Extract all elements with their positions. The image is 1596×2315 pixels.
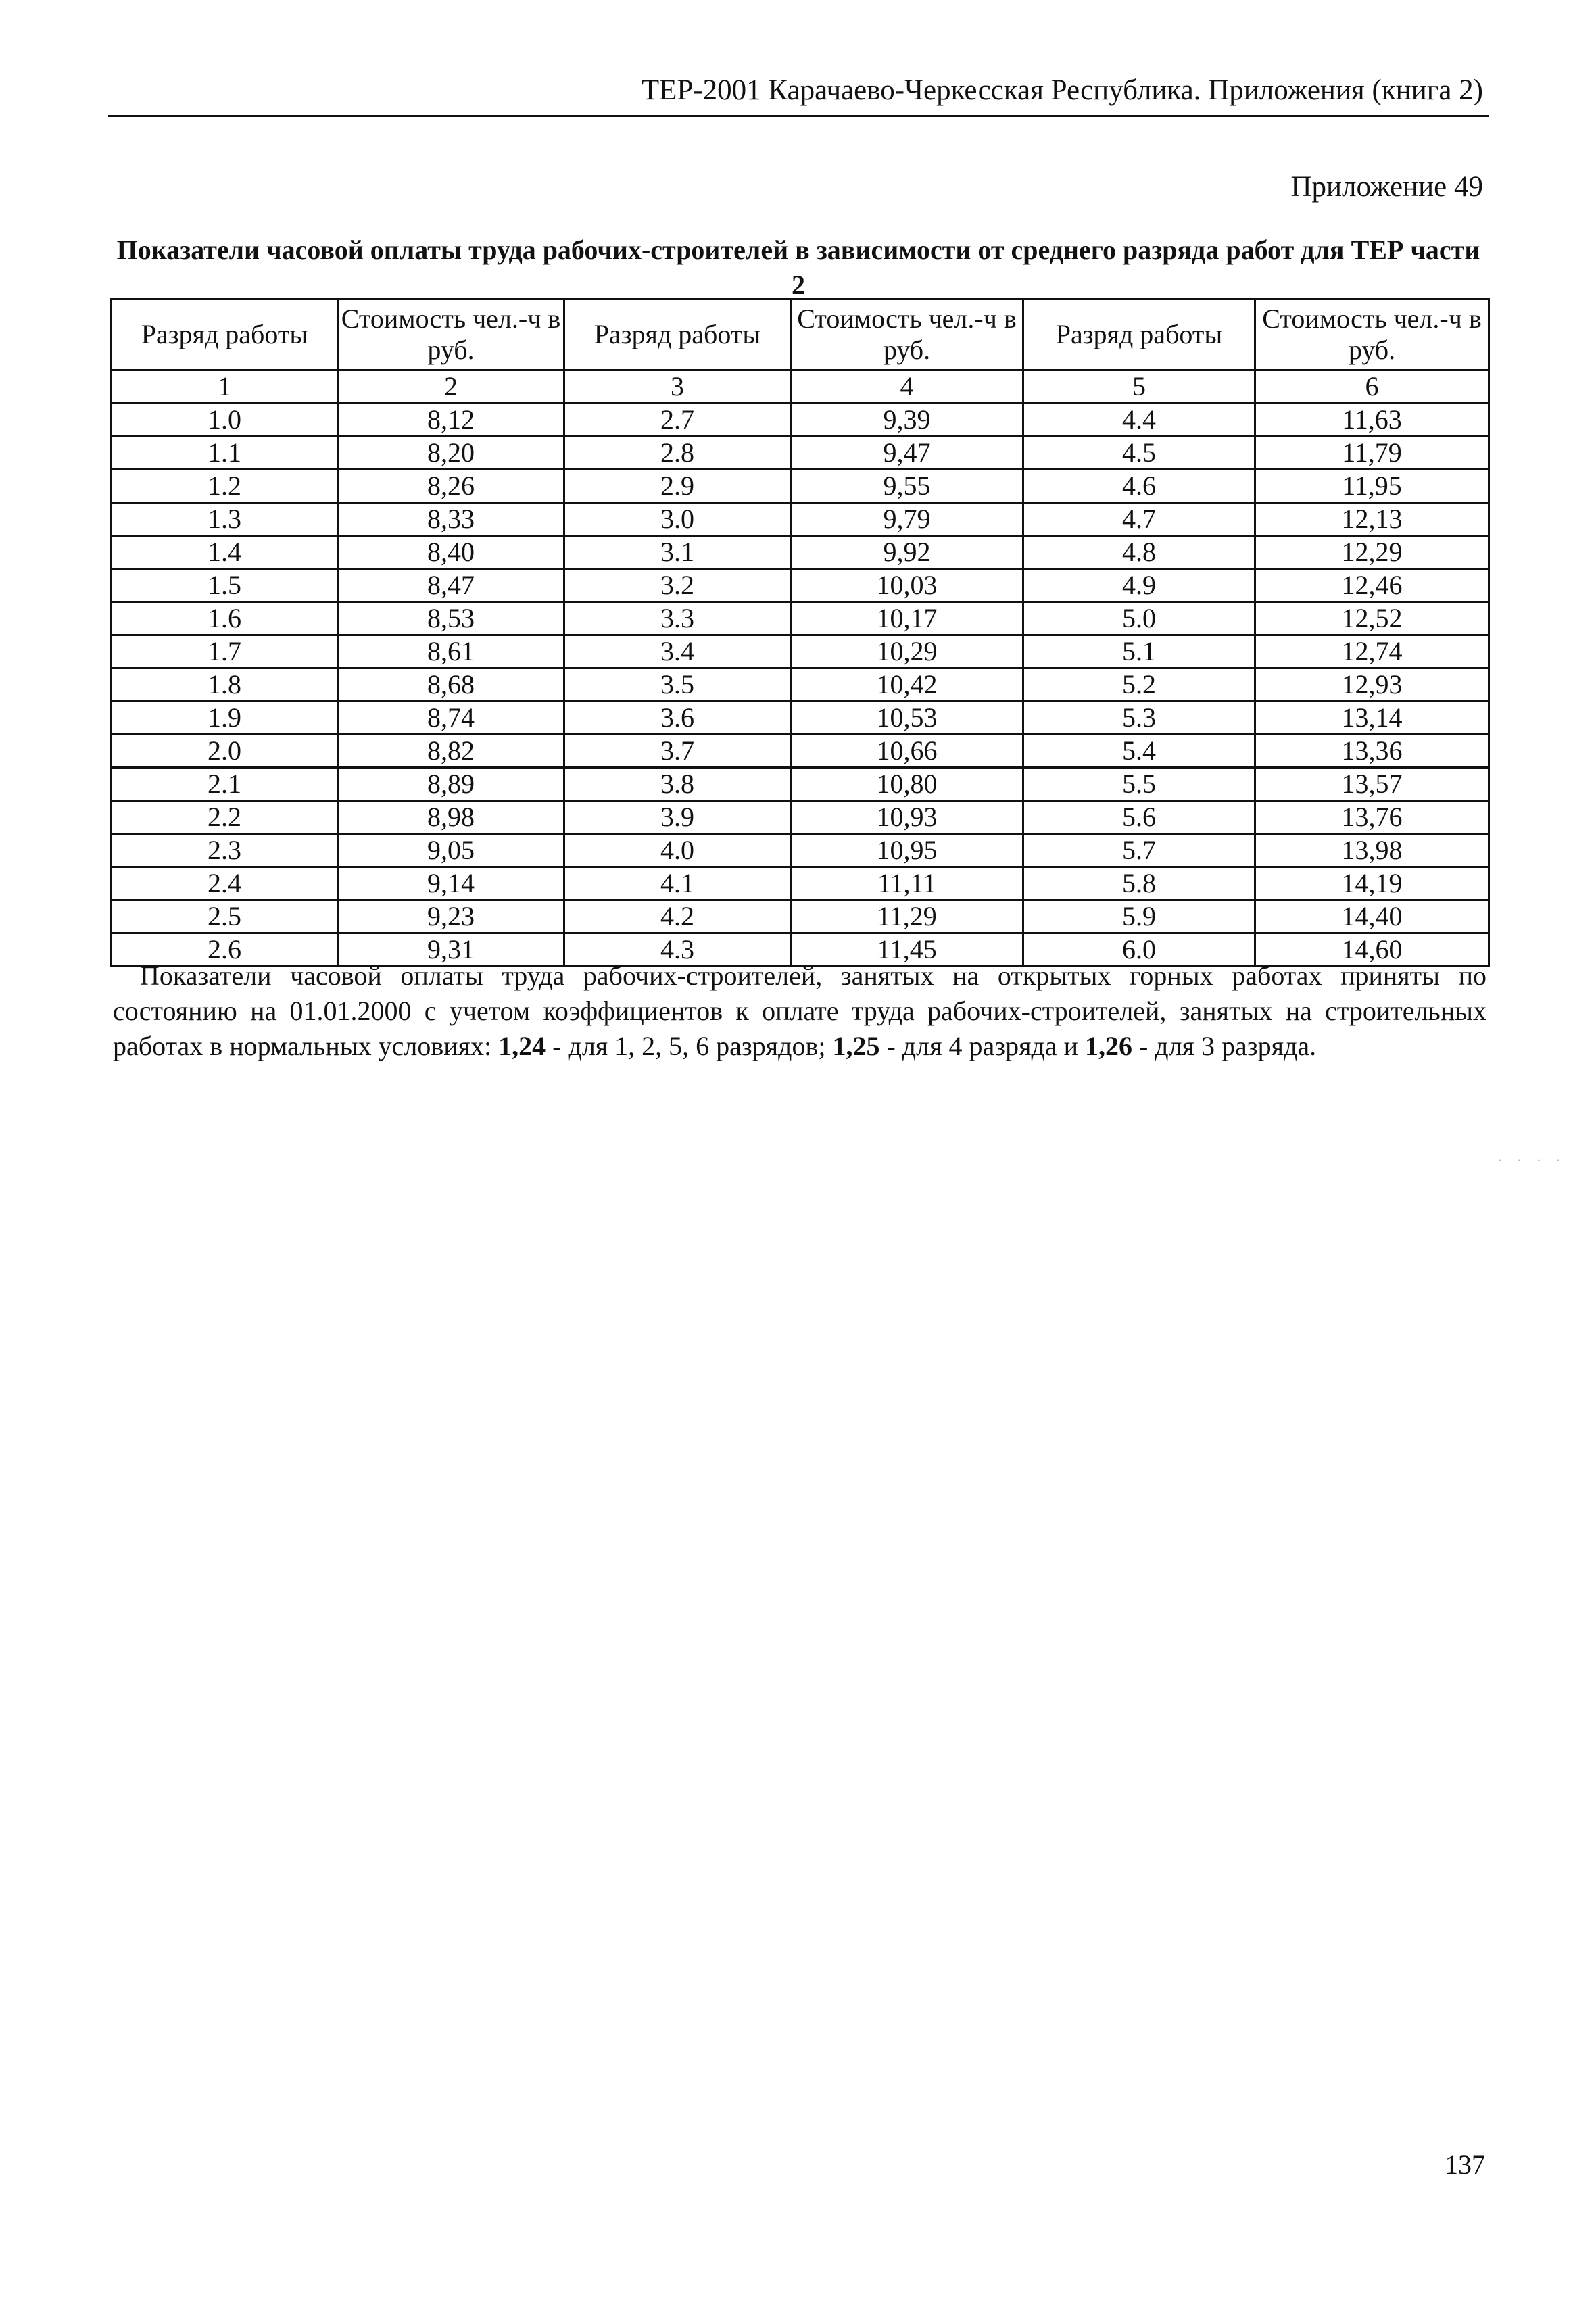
grade-cell: 3.4 [564,635,791,668]
cost-cell: 12,52 [1255,602,1489,635]
grade-cell: 1.5 [112,569,338,602]
grade-cell: 5.4 [1023,735,1255,768]
header-cell: Стоимость чел.-ч в руб. [791,299,1023,370]
header-cell: Стоимость чел.-ч в руб. [338,299,564,370]
cost-cell: 8,74 [338,702,564,735]
grade-cell: 3.7 [564,735,791,768]
grade-cell: 4.9 [1023,569,1255,602]
grade-cell: 2.4 [112,867,338,900]
footnote-text: Показатели часовой оплаты труда рабочих-строителей, занятых на открытых горных работах приняты по состоянию на 01.01.2000 с учетом коэффициентов к оплате труда рабочих-строителей, занятых на строительных работах в нормальных условиях: [113,960,1486,1061]
cost-cell: 10,03 [791,569,1023,602]
grade-cell: 4.7 [1023,503,1255,536]
grade-cell: 3.0 [564,503,791,536]
cost-cell: 9,39 [791,404,1023,437]
grade-cell: 3.9 [564,801,791,834]
cost-cell: 9,23 [338,900,564,933]
grade-cell: 4.8 [1023,536,1255,569]
table-title: Показатели часовой оплаты труда рабочих-строителей в зависимости от среднего разряда работ для ТЕР части 2 [116,235,1480,300]
table-row [112,867,1489,900]
table-row [112,768,1489,801]
cost-cell: 11,79 [1255,437,1489,470]
cost-cell: 11,29 [791,900,1023,933]
cost-cell: 11,63 [1255,404,1489,437]
footnote-text: - для 1, 2, 5, 6 разрядов; [546,1031,833,1061]
header-cell: Стоимость чел.-ч в руб. [1255,299,1489,370]
cost-cell: 10,53 [791,702,1023,735]
coefficient-value: 1,25 [832,1031,880,1061]
grade-cell: 1.0 [112,404,338,437]
grade-cell: 5.8 [1023,867,1255,900]
cost-cell: 14,60 [1255,933,1489,967]
running-header: ТЕР-2001 Карачаево-Черкесская Республика. Приложения (книга 2) [641,74,1483,106]
scan-artifact: · · · · [1497,1152,1566,1169]
table-row [112,470,1489,503]
grade-cell: 2.3 [112,834,338,867]
cost-cell: 9,55 [791,470,1023,503]
cost-cell: 8,20 [338,437,564,470]
table-row [112,503,1489,536]
grade-cell: 1.9 [112,702,338,735]
cost-cell: 8,40 [338,536,564,569]
cost-cell: 9,31 [338,933,564,967]
grade-cell: 4.0 [564,834,791,867]
cost-cell: 8,33 [338,503,564,536]
cost-cell: 12,46 [1255,569,1489,602]
table-row [112,702,1489,735]
grade-cell: 1.6 [112,602,338,635]
grade-cell: 2.7 [564,404,791,437]
header-divider [108,115,1489,117]
cost-cell: 8,12 [338,404,564,437]
grade-cell: 5.2 [1023,668,1255,702]
grade-cell: 2.9 [564,470,791,503]
cost-cell: 11,45 [791,933,1023,967]
grade-cell: 2.0 [112,735,338,768]
grade-cell: 5.7 [1023,834,1255,867]
cost-cell: 10,17 [791,602,1023,635]
cost-cell: 12,13 [1255,503,1489,536]
cost-cell: 8,61 [338,635,564,668]
cost-cell: 13,98 [1255,834,1489,867]
table-row [112,404,1489,437]
grade-cell: 4.4 [1023,404,1255,437]
cost-cell: 9,14 [338,867,564,900]
table-row [112,668,1489,702]
appendix-label: Приложение 49 [1290,171,1483,203]
grade-cell: 1.3 [112,503,338,536]
grade-cell: 2.1 [112,768,338,801]
cost-cell: 14,19 [1255,867,1489,900]
cost-cell: 12,29 [1255,536,1489,569]
cost-cell: 8,53 [338,602,564,635]
coefficient-value: 1,26 [1084,1031,1132,1061]
footnote-text: - для 4 разряда и [879,1031,1085,1061]
grade-cell: 5.0 [1023,602,1255,635]
cost-cell: 8,98 [338,801,564,834]
cost-cell: 9,47 [791,437,1023,470]
grade-cell: 2.6 [112,933,338,967]
grade-cell: 1.2 [112,470,338,503]
cost-cell: 9,79 [791,503,1023,536]
rates-table-body [112,404,1489,967]
cost-cell: 8,26 [338,470,564,503]
grade-cell: 4.5 [1023,437,1255,470]
cost-cell: 9,92 [791,536,1023,569]
table-row [112,536,1489,569]
grade-cell: 3.2 [564,569,791,602]
coefficient-value: 1,24 [498,1031,546,1061]
column-number: 5 [1023,370,1255,404]
cost-cell: 10,66 [791,735,1023,768]
grade-cell: 5.1 [1023,635,1255,668]
grade-cell: 1.4 [112,536,338,569]
table-row [112,437,1489,470]
grade-cell: 1.8 [112,668,338,702]
column-number-row [112,370,1489,404]
grade-cell: 4.6 [1023,470,1255,503]
grade-cell: 6.0 [1023,933,1255,967]
cost-cell: 14,40 [1255,900,1489,933]
cost-cell: 8,89 [338,768,564,801]
cost-cell: 10,80 [791,768,1023,801]
table-row [112,602,1489,635]
rates-table [110,298,1490,967]
grade-cell: 3.5 [564,668,791,702]
column-number: 1 [112,370,338,404]
table-row [112,569,1489,602]
grade-cell: 4.1 [564,867,791,900]
grade-cell: 2.8 [564,437,791,470]
cost-cell: 13,76 [1255,801,1489,834]
cost-cell: 10,93 [791,801,1023,834]
grade-cell: 4.3 [564,933,791,967]
header-cell: Разряд работы [1023,299,1255,370]
grade-cell: 3.8 [564,768,791,801]
table-header-row [112,299,1489,370]
footnote [113,958,1486,1064]
column-number: 2 [338,370,564,404]
column-number: 3 [564,370,791,404]
cost-cell: 10,95 [791,834,1023,867]
grade-cell: 1.7 [112,635,338,668]
grade-cell: 2.5 [112,900,338,933]
column-number: 4 [791,370,1023,404]
grade-cell: 5.9 [1023,900,1255,933]
footnote-text: - для 3 разряда. [1132,1031,1317,1061]
column-number: 6 [1255,370,1489,404]
cost-cell: 12,93 [1255,668,1489,702]
table-row [112,900,1489,933]
grade-cell: 3.1 [564,536,791,569]
cost-cell: 11,11 [791,867,1023,900]
table-row [112,801,1489,834]
page-number: 137 [1445,2149,1485,2180]
table-row [112,735,1489,768]
cost-cell: 12,74 [1255,635,1489,668]
grade-cell: 5.3 [1023,702,1255,735]
cost-cell: 10,42 [791,668,1023,702]
cost-cell: 8,68 [338,668,564,702]
grade-cell: 5.5 [1023,768,1255,801]
cost-cell: 9,05 [338,834,564,867]
cost-cell: 11,95 [1255,470,1489,503]
grade-cell: 5.6 [1023,801,1255,834]
cost-cell: 13,14 [1255,702,1489,735]
cost-cell: 8,82 [338,735,564,768]
header-cell: Разряд работы [112,299,338,370]
table-row [112,834,1489,867]
cost-cell: 13,57 [1255,768,1489,801]
cost-cell: 8,47 [338,569,564,602]
grade-cell: 1.1 [112,437,338,470]
cost-cell: 13,36 [1255,735,1489,768]
grade-cell: 4.2 [564,900,791,933]
grade-cell: 3.6 [564,702,791,735]
table-row [112,635,1489,668]
grade-cell: 3.3 [564,602,791,635]
header-cell: Разряд работы [564,299,791,370]
cost-cell: 10,29 [791,635,1023,668]
grade-cell: 2.2 [112,801,338,834]
